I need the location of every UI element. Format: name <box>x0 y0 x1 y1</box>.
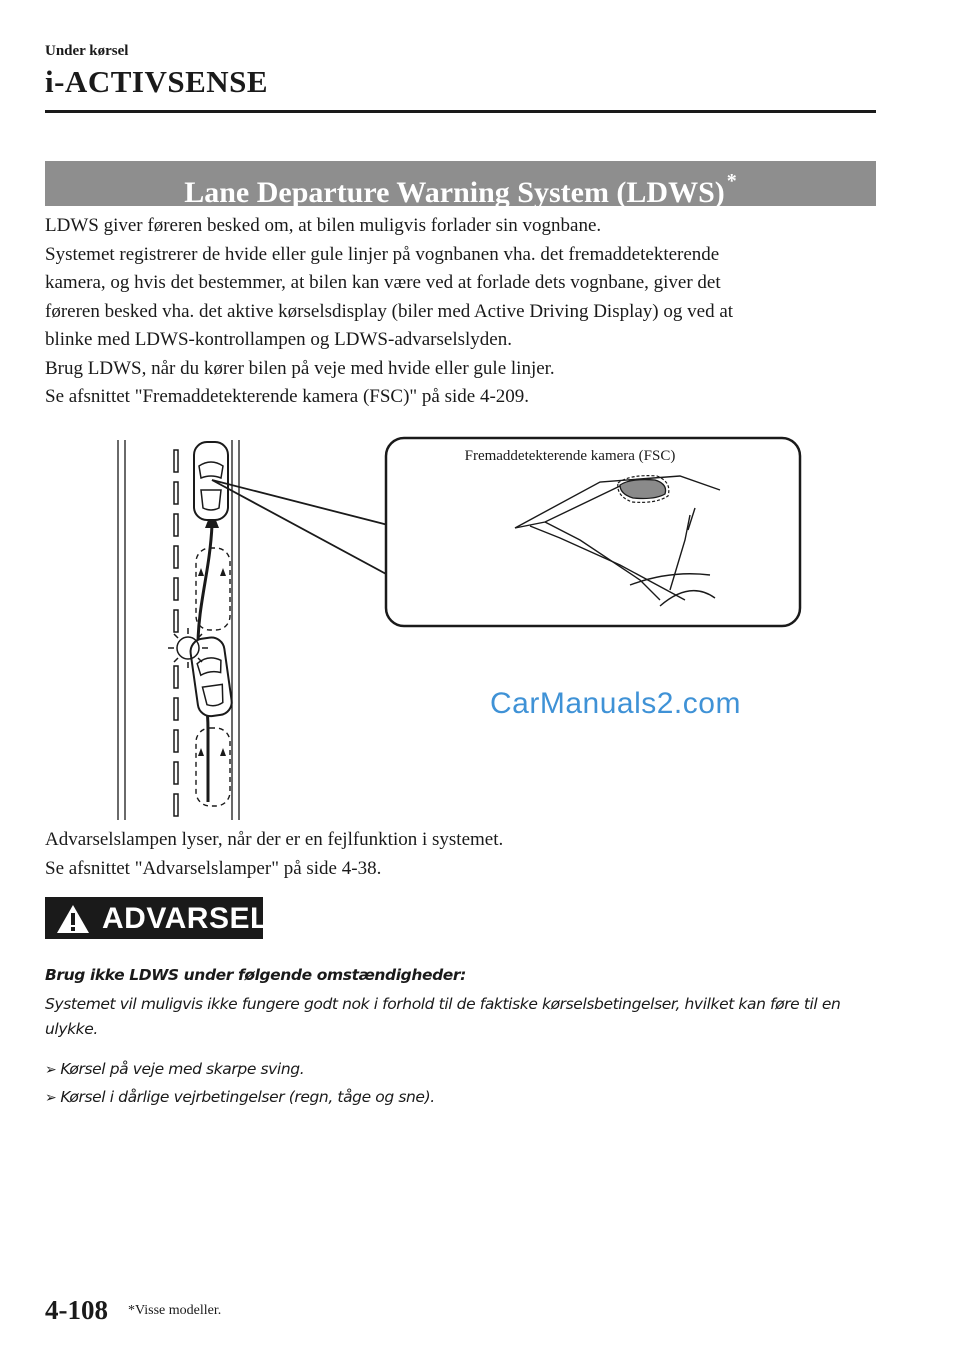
arrow-bullet-icon: ➢ <box>45 1062 57 1078</box>
page-number: 4-108 <box>45 1295 108 1325</box>
warning-body: Systemet vil muligvis ikke fungere godt nok i forhold til de faktiske kørselsbetingelser, hvilket kan føre til en ulykke. <box>45 995 841 1038</box>
title-asterisk: * <box>726 170 737 192</box>
warning-bullet-text: Kørsel i dårlige vejrbetingelser (regn, tåge og sne). <box>60 1088 435 1106</box>
warning-bullet <box>45 1088 435 1106</box>
section-subtitle: Under kørsel <box>45 43 129 59</box>
arrow-bullet-icon: ➢ <box>45 1090 57 1106</box>
header-rule <box>45 110 876 113</box>
after-line: Advarselslampen lyser, når der er en fejlfunktion i systemet. <box>45 829 504 850</box>
warning-bullet-text: Kørsel på veje med skarpe sving. <box>60 1060 305 1078</box>
lane-dashes <box>174 450 178 816</box>
intro-line: kamera, og hvis det bestemmer, at bilen kan være ved at forlade dets vognbane, giver det <box>45 272 721 293</box>
warning-label: ADVARSEL <box>102 902 269 935</box>
intro-line: Systemet registrerer de hvide eller gule linjer på vognbanen vha. det fremaddetekterende <box>45 243 720 265</box>
after-text <box>45 826 503 883</box>
warning-heading: Brug ikke LDWS under følgende omstændigheder: <box>45 966 466 984</box>
warning-flash <box>168 628 208 668</box>
intro-line: Brug LDWS, når du kører bilen på veje med hvide eller gule linjer. <box>45 357 555 379</box>
intro-text <box>45 212 885 412</box>
after-line: Se afsnittet "Advarselslamper" på side 4-38. <box>45 857 382 879</box>
watermark: CarManuals2.com <box>490 687 741 720</box>
intro-line: blinke med LDWS-kontrollampen og LDWS-advarselslyden. <box>45 329 512 350</box>
car-top <box>194 442 228 520</box>
page-title-bar <box>45 161 876 209</box>
car-drifting <box>189 636 234 718</box>
intro-line: LDWS giver føreren besked om, at bilen muligvis forlader sin vognbane. <box>45 215 602 236</box>
camera-callout-label: Fremaddetekterende kamera (FSC) <box>464 448 676 464</box>
page-title: Lane Departure Warning System (LDWS) <box>184 176 725 209</box>
intro-line: Se afsnittet "Fremaddetekterende kamera (FSC)" på side 4-209. <box>45 386 530 407</box>
warning-label-box <box>45 897 269 939</box>
ldws-illustration <box>100 430 820 820</box>
footnote: *Visse modeller. <box>128 1303 222 1318</box>
warning-triangle-icon <box>55 903 91 935</box>
camera-callout-box <box>386 438 800 626</box>
warning-bullet <box>45 1060 304 1078</box>
intro-line: føreren besked vha. det aktive kørselsdisplay (biler med Active Driving Display) og ved at <box>45 300 734 322</box>
ghost-car <box>196 728 230 806</box>
section-title: i-ACTIVSENSE <box>45 64 269 99</box>
